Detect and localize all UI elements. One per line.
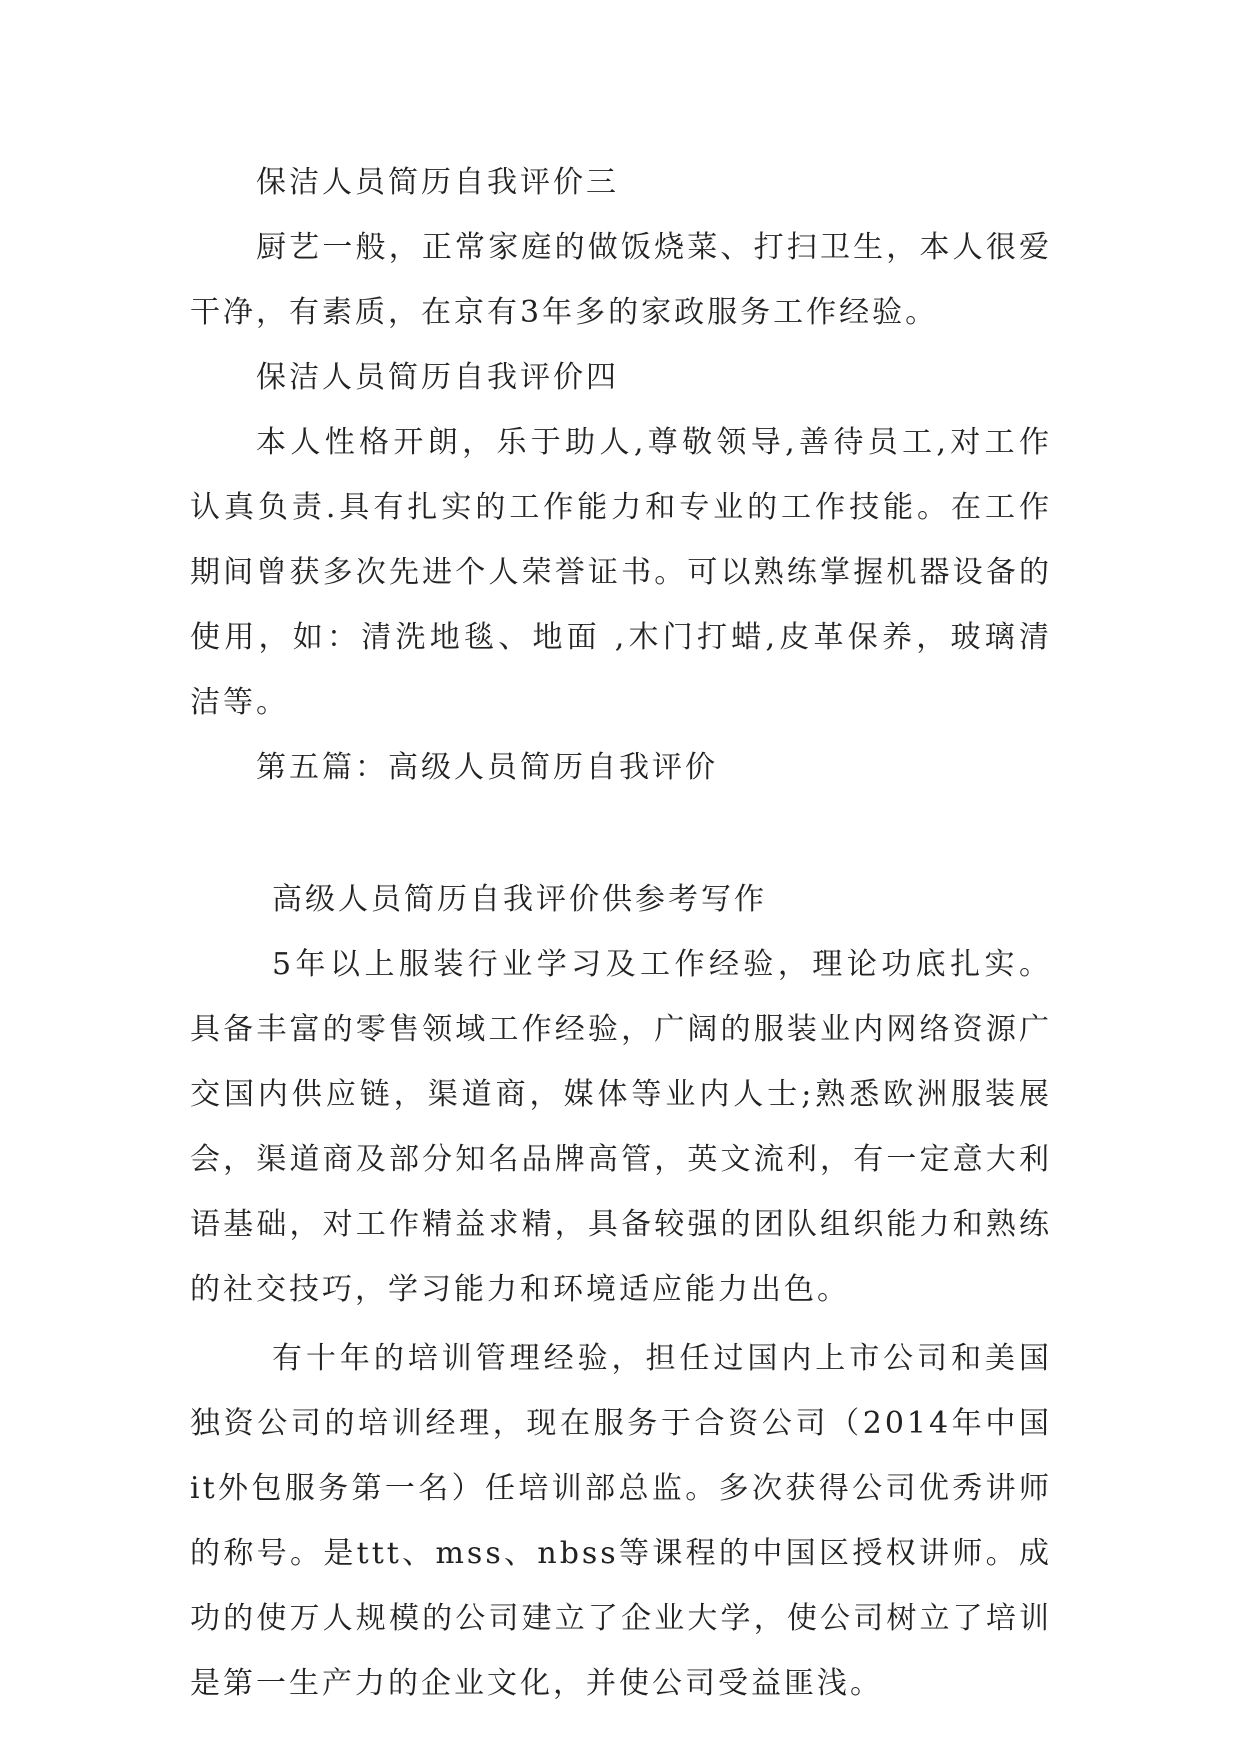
paragraph-apparel-experience: 5年以上服装行业学习及工作经验，理论功底扎实。具备丰富的零售领域工作经验，广阔的服装业内网络资源广交国内供应链，渠道商，媒体等业内人士;熟悉欧洲服装展会，渠道商及部分知名品牌高管，英文流利，有一定意大利语基础，对工作精益求精，具备较强的团队组织能力和熟练的社交技巧，学习能力和环境适应能力出色。 bbox=[190, 947, 1052, 1307]
paragraph-personality: 本人性格开朗，乐于助人,尊敬领导,善待员工,对工作认真负责.具有扎实的工作能力和专业的工作技能。在工作期间曾获多次先进个人荣誉证书。可以熟练掌握机器设备的使用，如：清洗地毯、地面 ,木门打蜡,皮革保养，玻璃清洁等。 bbox=[190, 425, 1052, 720]
paragraph-cooking-cleaning: 厨艺一般，正常家庭的做饭烧菜、打扫卫生，本人很爱干净，有素质，在京有3年多的家政服务工作经验。 bbox=[190, 230, 1052, 330]
section-heading-four: 保洁人员简历自我评价四 bbox=[256, 360, 619, 395]
chapter-heading-five: 第五篇：高级人员简历自我评价 bbox=[256, 750, 718, 785]
section-heading-three: 保洁人员简历自我评价三 bbox=[256, 165, 619, 200]
document-body bbox=[190, 150, 1052, 1716]
subheading-senior-reference: 高级人员简历自我评价供参考写作 bbox=[272, 882, 767, 917]
paragraph-training-experience: 有十年的培训管理经验，担任过国内上市公司和美国独资公司的培训经理，现在服务于合资公司（2014年中国it外包服务第一名）任培训部总监。多次获得公司优秀讲师的称号。是ttt、mss、nbss等课程的中国区授权讲师。成功的使万人规模的公司建立了企业大学，使公司树立了培训是第一生产力的企业文化，并使公司受益匪浅。 bbox=[190, 1341, 1052, 1701]
